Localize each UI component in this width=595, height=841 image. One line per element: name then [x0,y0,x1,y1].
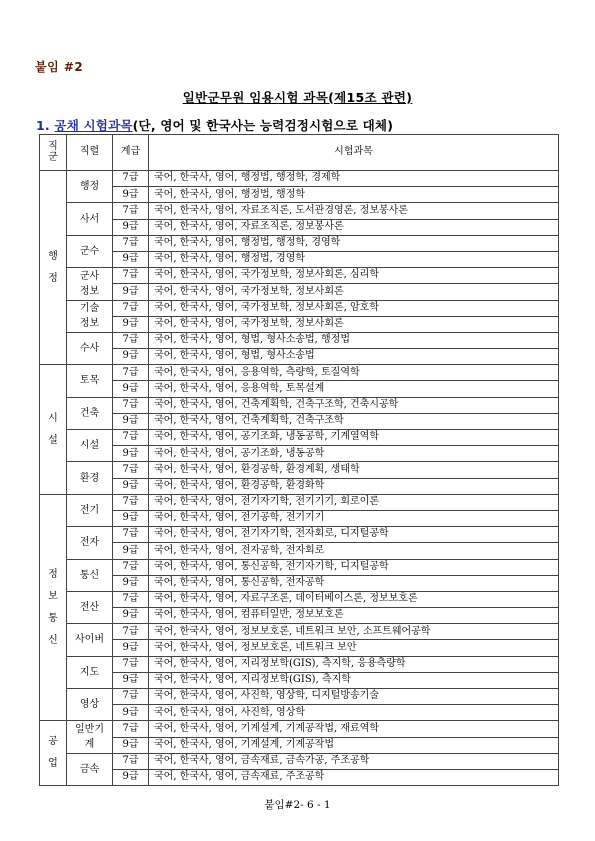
table-row [40,494,559,510]
table-row [40,769,559,785]
grade-cell: 9급 [113,284,149,300]
subjects-cell: 국어, 한국사, 영어, 행정법, 행정학, 경제학 [149,171,559,187]
job-series-label: 행정 [79,181,100,193]
subjects-cell: 국어, 한국사, 영어, 응용역학, 토목설계 [149,381,559,397]
category-char: 정 [48,568,58,580]
exam-subjects-table [39,134,559,786]
table-row [40,721,559,737]
job-series-cell [67,203,113,235]
job-series-cell [67,300,113,332]
grade-cell: 7급 [113,235,149,251]
table-row [40,689,559,705]
grade-cell: 7급 [113,591,149,607]
subjects-cell: 국어, 한국사, 영어, 응용역학, 측량학, 토질역학 [149,365,559,381]
grade-cell: 9급 [113,478,149,494]
grade-cell: 9급 [113,608,149,624]
table-row [40,316,559,332]
job-series-label: 기술 [79,303,100,315]
grade-cell: 7급 [113,656,149,672]
grade-cell: 7급 [113,397,149,413]
grade-cell: 9급 [113,381,149,397]
job-series-label: 토목 [79,375,100,387]
category-cell [40,171,67,365]
subjects-cell: 국어, 한국사, 영어, 금속재료, 주조공학 [149,769,559,785]
table-row [40,284,559,300]
subjects-cell: 국어, 한국사, 영어, 건축계획학, 건축구조학 [149,413,559,429]
grade-cell: 9급 [113,769,149,785]
table-row [40,527,559,543]
category-cell [40,494,67,721]
subjects-cell: 국어, 한국사, 영어, 형법, 형사소송법, 행정법 [149,332,559,348]
category-char: 신 [48,634,58,646]
subjects-cell: 국어, 한국사, 영어, 사진학, 영상학 [149,705,559,721]
subjects-cell: 국어, 한국사, 영어, 사진학, 영상학, 디지털방송기술 [149,689,559,705]
subjects-cell: 국어, 한국사, 영어, 정보보호론, 네트워크 보안, 소프트웨어공학 [149,624,559,640]
job-series-label: 시설 [79,440,100,452]
table-row [40,608,559,624]
table-row [40,365,559,381]
grade-cell: 9급 [113,543,149,559]
subjects-cell: 국어, 한국사, 영어, 컴퓨터일반, 정보보호론 [149,608,559,624]
subjects-cell: 국어, 한국사, 영어, 환경공학, 환경계획, 생태학 [149,462,559,478]
job-series-cell [67,268,113,300]
job-series-cell [67,235,113,267]
job-series-label: 사이버 [75,634,104,646]
grade-cell: 7급 [113,689,149,705]
header-category: 직 군 [40,135,67,171]
job-series-cell [67,171,113,203]
category-char: 보 [48,590,58,602]
table-row [40,640,559,656]
job-series-label: 사서 [79,213,100,225]
job-series-cell [67,365,113,397]
job-series-cell [67,527,113,559]
grade-cell: 9급 [113,316,149,332]
table-row [40,624,559,640]
table-row [40,478,559,494]
subjects-cell: 국어, 한국사, 영어, 행정법, 행정학, 경영학 [149,235,559,251]
table-row [40,656,559,672]
table-row [40,187,559,203]
grade-cell: 9급 [113,705,149,721]
category-cell [40,721,67,786]
grade-cell: 7급 [113,462,149,478]
job-series-cell [67,689,113,721]
subjects-cell: 국어, 한국사, 영어, 전기공학, 전기기기 [149,510,559,526]
grade-cell: 9급 [113,640,149,656]
grade-cell: 7급 [113,527,149,543]
page-footer: 붙임#2- 6 - 1 [264,799,331,811]
subjects-cell: 국어, 한국사, 영어, 공기조화, 냉동공학 [149,446,559,462]
header-subjects: 시험과목 [149,135,559,171]
table-row [40,397,559,413]
job-series-label: 정보 [79,318,100,330]
table-row [40,559,559,575]
table-row [40,381,559,397]
grade-cell: 9급 [113,672,149,688]
subjects-cell: 국어, 한국사, 영어, 전자공학, 전자회로 [149,543,559,559]
grade-cell: 7급 [113,559,149,575]
table-row [40,349,559,365]
job-series-label: 군수 [79,245,100,257]
table-row [40,171,559,187]
table-row [40,462,559,478]
table-row [40,203,559,219]
table-row [40,251,559,267]
subjects-cell: 국어, 한국사, 영어, 국가정보학, 정보사회론, 심리학 [149,268,559,284]
job-series-cell [67,430,113,462]
grade-cell: 7급 [113,332,149,348]
section-number: 1. [36,118,50,133]
grade-cell: 9급 [113,510,149,526]
job-series-label: 전산 [79,602,100,614]
table-row [40,268,559,284]
grade-cell: 7급 [113,430,149,446]
job-series-label: 전자 [79,537,100,549]
job-series-cell [67,462,113,494]
table-row [40,430,559,446]
grade-cell: 9급 [113,575,149,591]
subjects-cell: 국어, 한국사, 영어, 전기자기학, 전자회로, 디지털공학 [149,527,559,543]
job-series-label: 건축 [79,407,100,419]
category-char: 정 [48,272,58,284]
grade-cell: 7급 [113,268,149,284]
subjects-cell: 국어, 한국사, 영어, 자료구조론, 데이터베이스론, 정보보호론 [149,591,559,607]
grade-cell: 7급 [113,753,149,769]
job-series-label: 정보 [79,285,100,297]
subjects-cell: 국어, 한국사, 영어, 정보보호론, 네트워크 보안 [149,640,559,656]
job-series-cell [67,332,113,364]
table-row [40,737,559,753]
grade-cell: 7급 [113,300,149,316]
job-series-cell [67,624,113,656]
section-note: (단, 영어 및 한국사는 능력검정시험으로 대체) [132,118,394,133]
subjects-cell: 국어, 한국사, 영어, 전기자기학, 전기기기, 회로이론 [149,494,559,510]
table-row [40,446,559,462]
job-series-label: 금속 [79,763,100,775]
document-title: 일반군무원 임용시험 과목(제15조 관련) [182,90,413,105]
subjects-cell: 국어, 한국사, 영어, 기계설계, 기계공작법 [149,737,559,753]
table-row [40,300,559,316]
header-grade: 계급 [113,135,149,171]
grade-cell: 9급 [113,251,149,267]
job-series-label: 군사 [79,270,100,282]
subjects-cell: 국어, 한국사, 영어, 지리정보학(GIS), 측지학, 응용측량학 [149,656,559,672]
job-series-label: 지도 [79,666,100,678]
table-row [40,235,559,251]
category-char: 행 [48,250,58,262]
subjects-cell: 국어, 한국사, 영어, 자료조직론, 정보봉사론 [149,219,559,235]
subjects-cell: 국어, 한국사, 영어, 지리정보학(GIS), 측지학 [149,672,559,688]
subjects-cell: 국어, 한국사, 영어, 형법, 형사소송법 [149,349,559,365]
grade-cell: 7급 [113,494,149,510]
job-series-cell [67,591,113,623]
subjects-cell: 국어, 한국사, 영어, 환경공학, 환경화학 [149,478,559,494]
grade-cell: 7급 [113,365,149,381]
job-series-cell [67,656,113,688]
job-series-cell [67,494,113,526]
job-series-label: 수사 [79,343,100,355]
table-body [40,171,559,786]
job-series-label: 통신 [79,569,100,581]
subjects-cell: 국어, 한국사, 영어, 자료조직론, 도서관경영론, 정보봉사론 [149,203,559,219]
header-job: 직렬 [67,135,113,171]
section-heading [36,116,393,134]
table-row [40,332,559,348]
category-char: 통 [48,612,58,624]
subjects-cell: 국어, 한국사, 영어, 행정법, 행정학 [149,187,559,203]
job-series-label: 전기 [79,504,100,516]
job-series-label: 영상 [79,699,100,711]
table-row [40,543,559,559]
job-series-label: 계 [84,739,95,751]
job-series-cell [67,397,113,429]
subjects-cell: 국어, 한국사, 영어, 통신공학, 전자공학 [149,575,559,591]
table-row [40,705,559,721]
table-row [40,672,559,688]
annex-label: 붙임 #2 [35,60,84,74]
table-row [40,219,559,235]
category-char: 설 [48,434,58,446]
grade-cell: 7급 [113,171,149,187]
subjects-cell: 국어, 한국사, 영어, 금속재료, 금속가공, 주조공학 [149,753,559,769]
table-row [40,575,559,591]
job-series-label: 일반기 [75,724,104,736]
grade-cell: 9급 [113,737,149,753]
subjects-cell: 국어, 한국사, 영어, 국가정보학, 정보사회론, 암호학 [149,300,559,316]
job-series-cell [67,753,113,785]
table-row [40,510,559,526]
subjects-cell: 국어, 한국사, 영어, 행정법, 경영학 [149,251,559,267]
grade-cell: 7급 [113,203,149,219]
category-char: 시 [48,412,58,424]
grade-cell: 9급 [113,446,149,462]
job-series-label: 환경 [79,472,100,484]
table-row [40,413,559,429]
category-char: 공 [48,736,58,748]
grade-cell: 9급 [113,349,149,365]
table-row [40,591,559,607]
grade-cell: 7급 [113,624,149,640]
grade-cell: 9급 [113,219,149,235]
section-title: 공채 시험과목 [54,118,133,133]
subjects-cell: 국어, 한국사, 영어, 국가정보학, 정보사회론 [149,284,559,300]
subjects-cell: 국어, 한국사, 영어, 공기조화, 냉동공학, 기계열역학 [149,430,559,446]
grade-cell: 9급 [113,413,149,429]
job-series-cell [67,721,113,753]
category-char: 업 [48,758,58,770]
subjects-cell: 국어, 한국사, 영어, 건축계획학, 건축구조학, 건축시공학 [149,397,559,413]
subjects-cell: 국어, 한국사, 영어, 통신공학, 전기자기학, 디지털공학 [149,559,559,575]
category-cell [40,365,67,495]
grade-cell: 7급 [113,721,149,737]
subjects-cell: 국어, 한국사, 영어, 기계설계, 기계공작법, 재료역학 [149,721,559,737]
table-header-row [40,135,559,171]
table-row [40,753,559,769]
job-series-cell [67,559,113,591]
subjects-cell: 국어, 한국사, 영어, 국가정보학, 정보사회론 [149,316,559,332]
grade-cell: 9급 [113,187,149,203]
